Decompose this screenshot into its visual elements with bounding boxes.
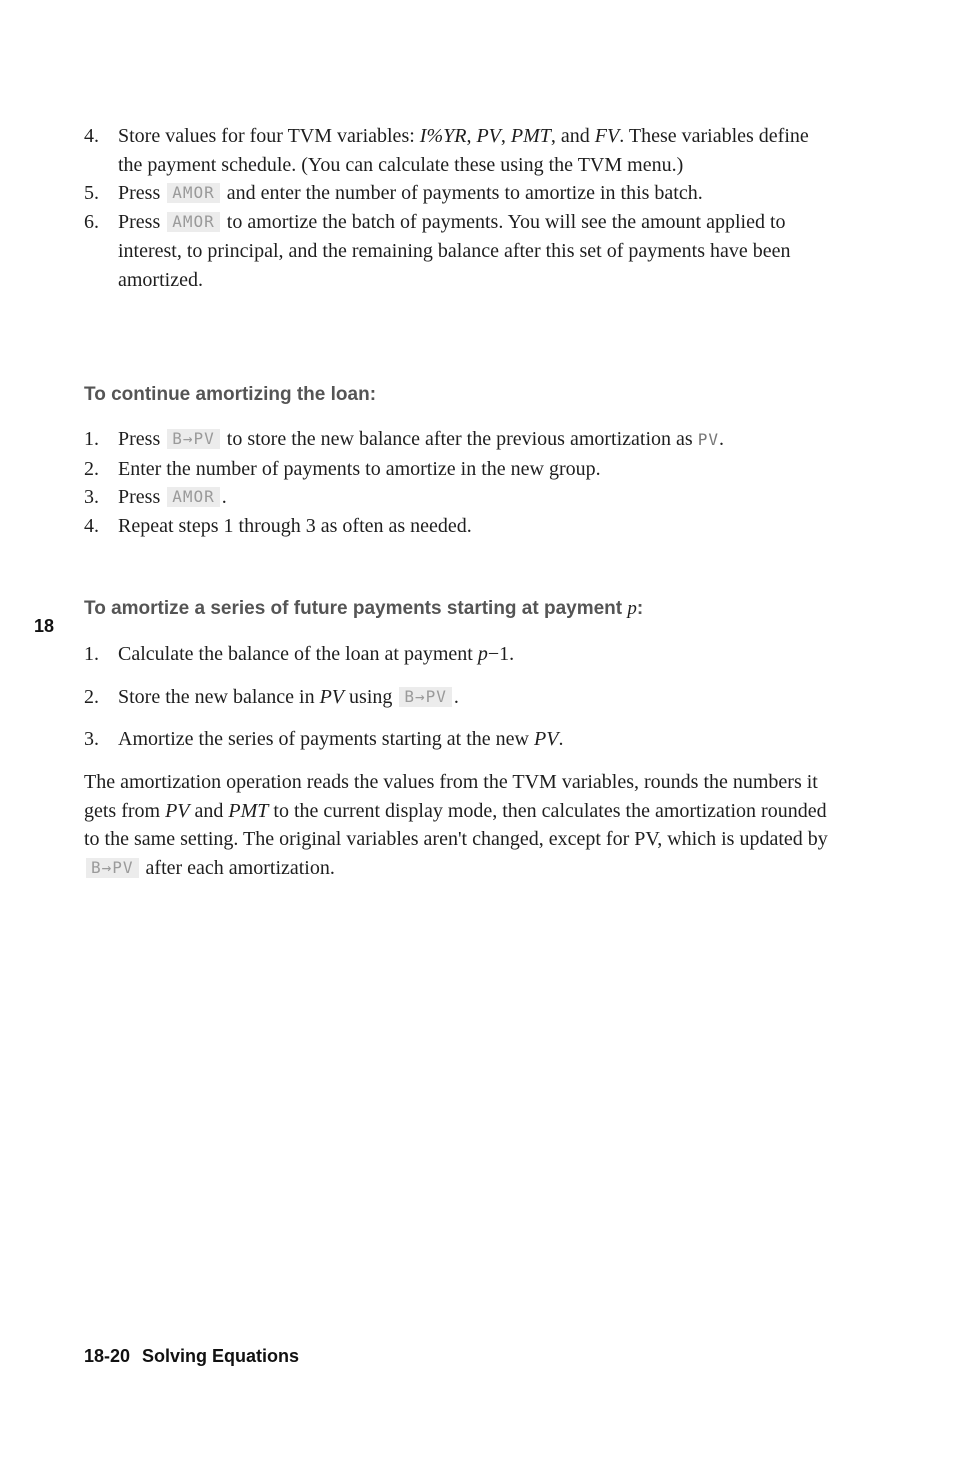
section-heading-future-payments xyxy=(84,598,643,620)
list-item xyxy=(84,208,834,294)
item-text: . xyxy=(558,728,564,751)
body-paragraph xyxy=(84,768,834,883)
var-p: p xyxy=(627,598,637,619)
item-text: . These variables define the payment schedule. (You can calculate these using the TVM menu.) xyxy=(118,125,809,176)
b-to-pv-menu-key: B→PV xyxy=(167,429,220,449)
item-number: 4. xyxy=(84,515,99,538)
var-fv: FV xyxy=(594,125,620,147)
item-text: Store values for four TVM variables: xyxy=(118,125,420,147)
paragraph-text: The amortization operation reads the values from the TVM variables, rounds the numbers it gets from xyxy=(84,771,818,822)
list-item xyxy=(84,455,834,484)
heading-text: To amortize a series of future payments starting at payment xyxy=(84,598,628,619)
item-number: 3. xyxy=(84,728,99,751)
list-item xyxy=(84,640,834,669)
section-heading-continue: To continue amortizing the loan: xyxy=(84,384,377,405)
item-text: . xyxy=(453,685,459,708)
item-number: 2. xyxy=(84,457,99,480)
item-number: 6. xyxy=(84,211,99,234)
item-text: Press xyxy=(118,486,166,509)
item-text: . xyxy=(718,428,724,450)
item-text: to store the new balance after the previous amortization as xyxy=(221,428,698,450)
pv-display-label: PV xyxy=(697,430,719,449)
b-to-pv-menu-key: B→PV xyxy=(86,858,139,878)
chapter-title: Solving Equations xyxy=(142,1346,300,1366)
list-item xyxy=(84,512,834,541)
item-text: Repeat steps 1 through 3 as often as needed. xyxy=(118,515,472,538)
list-item xyxy=(84,179,834,208)
item-text: Calculate the balance of the loan at payment xyxy=(118,643,478,665)
item-number: 4. xyxy=(84,125,99,147)
item-text: Amortize the series of payments starting at the new xyxy=(118,728,534,751)
item-text: , xyxy=(500,125,511,147)
page-footer xyxy=(84,1346,299,1367)
list-item xyxy=(84,425,834,455)
var-pv: PV xyxy=(534,728,559,751)
item-number: 2. xyxy=(84,685,99,708)
list-item xyxy=(84,683,834,712)
item-number: 1. xyxy=(84,428,99,450)
item-text: and enter the number of payments to amortize in this batch. xyxy=(221,182,703,205)
item-number: 1. xyxy=(84,643,99,665)
page-number: 18-20 xyxy=(84,1346,131,1366)
var-iyr: I%YR xyxy=(419,125,467,147)
amor-menu-key: AMOR xyxy=(167,212,220,232)
var-pmt: PMT xyxy=(510,125,551,147)
item-text: , xyxy=(466,125,477,147)
item-text: Press xyxy=(118,182,166,205)
chapter-tab: 18 xyxy=(34,616,55,636)
list-item xyxy=(84,725,834,754)
item-text: Press xyxy=(118,211,166,234)
item-text: to amortize the batch of payments. You will see the amount applied to interest, to principal, and the remaining balance after this set of payments have been amortized. xyxy=(118,211,791,291)
amor-menu-key: AMOR xyxy=(167,183,220,203)
list-item xyxy=(84,483,834,512)
var-p: p xyxy=(477,643,488,665)
paragraph-text: after each amortization. xyxy=(140,857,335,880)
heading-text: : xyxy=(636,598,644,619)
item-text: using xyxy=(344,685,398,708)
item-text: . xyxy=(221,486,227,509)
item-text: Enter the number of payments to amortize in the new group. xyxy=(118,457,601,480)
paragraph-text: and xyxy=(189,799,229,822)
paragraph-text: to the current display mode, then calculates the amortization rounded to the same setting. The original variables aren't changed, except for PV, which is updated by xyxy=(84,799,828,851)
item-text: Store the new balance in xyxy=(118,685,320,708)
steps-list-3 xyxy=(84,640,834,768)
item-number: 3. xyxy=(84,486,99,509)
item-text: −1. xyxy=(487,643,515,665)
steps-list-2 xyxy=(84,425,834,541)
item-text: Press xyxy=(118,428,166,450)
amor-menu-key: AMOR xyxy=(167,487,220,507)
list-item xyxy=(84,122,834,179)
var-pv: PV xyxy=(476,125,501,147)
item-number: 5. xyxy=(84,182,99,205)
var-pv: PV xyxy=(319,685,345,708)
var-pmt: PMT xyxy=(228,799,269,822)
steps-list-1 xyxy=(84,122,834,294)
item-text: , and xyxy=(550,125,595,147)
var-pv: PV xyxy=(165,799,190,822)
b-to-pv-menu-key: B→PV xyxy=(399,687,452,707)
